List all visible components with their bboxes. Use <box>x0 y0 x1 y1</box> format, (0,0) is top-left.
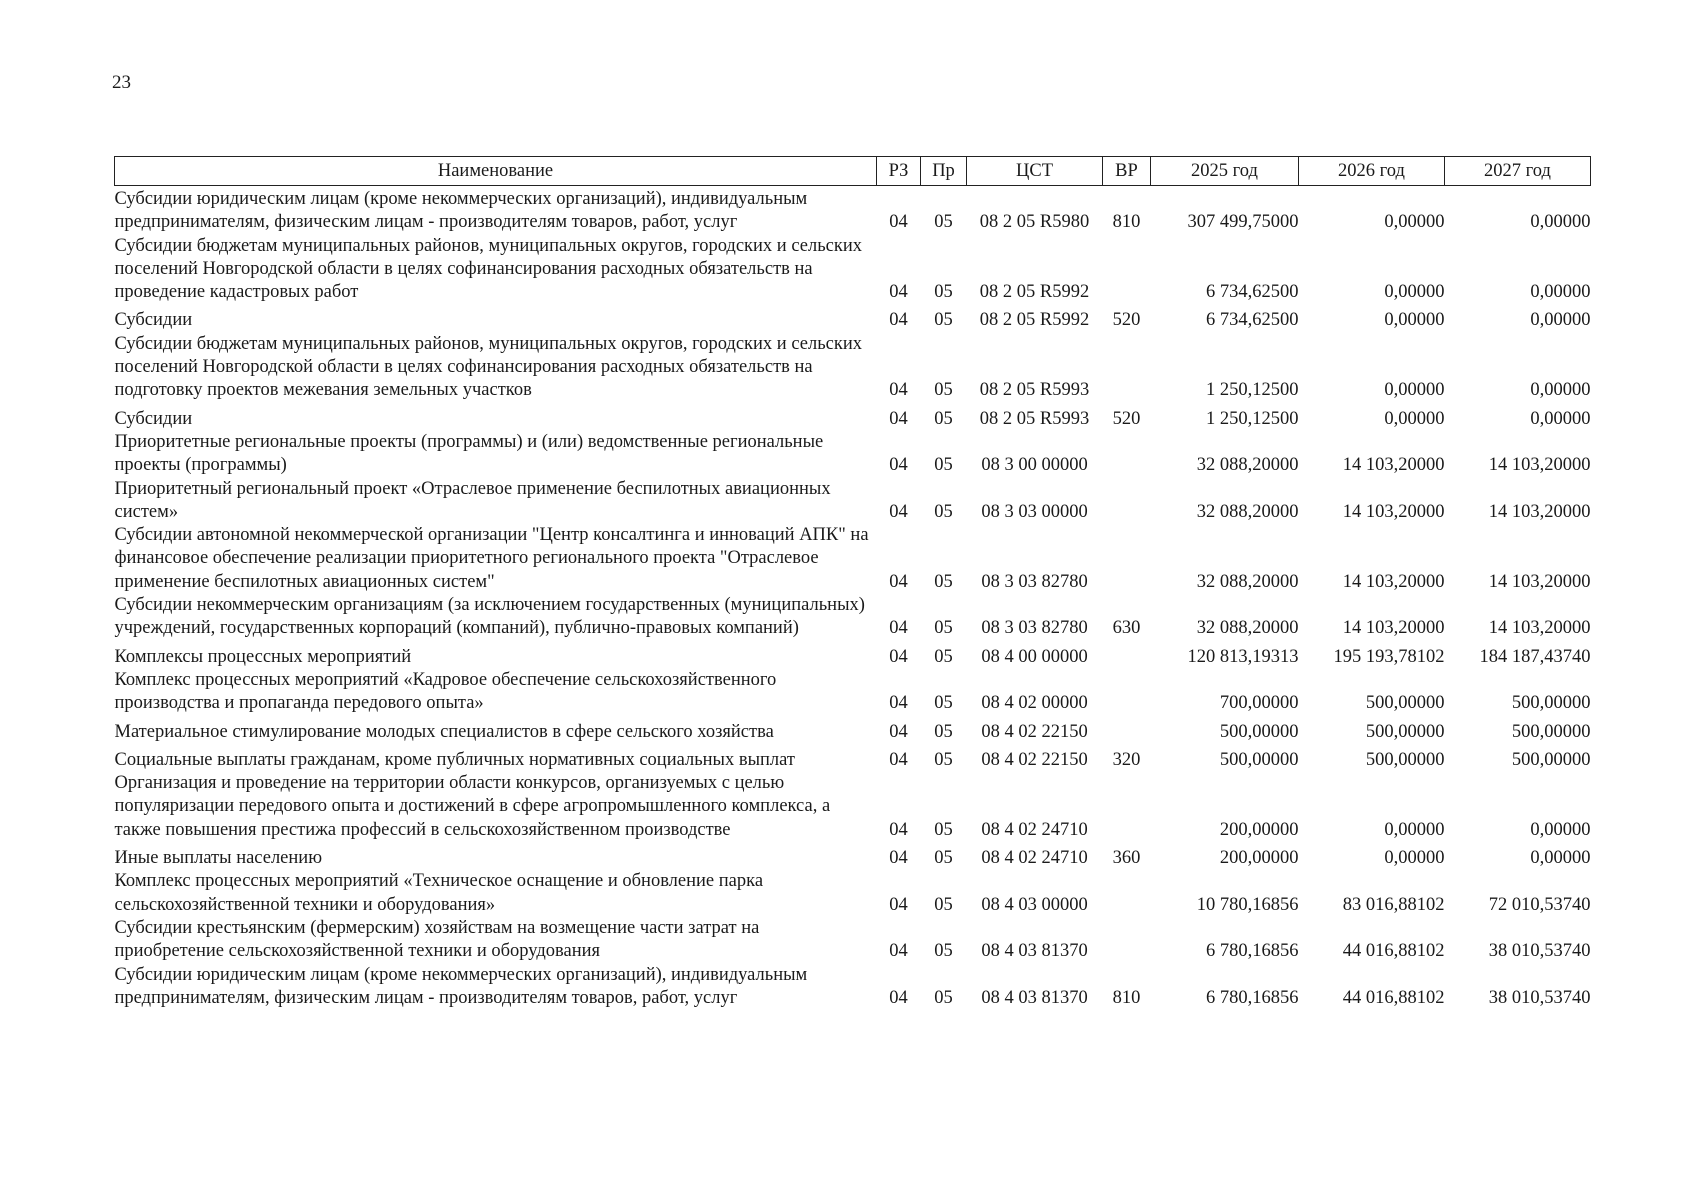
row-2025: 6 734,62500 <box>1206 310 1299 331</box>
row-2027: 0,00000 <box>1530 212 1591 233</box>
row-cst: 08 4 03 00000 <box>981 894 1088 915</box>
row-2025: 1 250,12500 <box>1206 380 1299 401</box>
row-2027: 72 010,53740 <box>1488 894 1591 915</box>
table-row <box>115 964 1591 1011</box>
header-rz: РЗ <box>877 157 921 186</box>
row-rz: 04 <box>889 819 908 840</box>
row-2027: 500,00000 <box>1511 721 1591 742</box>
row-rz: 04 <box>889 941 908 962</box>
row-pr: 05 <box>934 987 953 1008</box>
table-row <box>115 304 1591 332</box>
row-vr <box>1103 333 1151 403</box>
row-2025: 1 250,12500 <box>1206 408 1299 429</box>
row-vr <box>1103 431 1151 478</box>
row-vr: 360 <box>1112 848 1141 869</box>
row-2025: 500,00000 <box>1219 721 1299 742</box>
row-rz: 04 <box>889 894 908 915</box>
row-rz: 04 <box>889 408 908 429</box>
row-2026: 14 103,20000 <box>1342 618 1445 639</box>
row-name: Приоритетные региональные проекты (программы) и (или) ведомственные региональные проекты (программы) <box>114 431 824 476</box>
row-rz: 04 <box>889 646 908 667</box>
row-2027: 0,00000 <box>1530 819 1591 840</box>
row-rz: 04 <box>889 310 908 331</box>
header-vr: ВР <box>1103 157 1151 186</box>
row-pr: 05 <box>934 693 953 714</box>
row-name: Субсидии крестьянским (фермерским) хозяйствам на возмещение части затрат на приобретение сельскохозяйственной техники и оборудования <box>114 917 760 962</box>
row-rz: 04 <box>889 455 908 476</box>
page-number: 23 <box>112 72 131 93</box>
row-vr: 520 <box>1112 408 1141 429</box>
row-2025: 32 088,20000 <box>1196 455 1299 476</box>
row-2027: 0,00000 <box>1530 848 1591 869</box>
row-pr: 05 <box>934 618 953 639</box>
row-vr <box>1103 641 1151 669</box>
row-2027: 500,00000 <box>1511 693 1591 714</box>
row-name: Материальное стимулирование молодых специалистов в сфере сельского хозяйства <box>114 721 774 742</box>
row-2027: 38 010,53740 <box>1488 987 1591 1008</box>
row-2027: 500,00000 <box>1511 749 1591 770</box>
row-2026: 500,00000 <box>1365 749 1445 770</box>
row-2025: 6 734,62500 <box>1206 282 1299 303</box>
row-name: Субсидии юридическим лицам (кроме некоммерческих организаций), индивидуальным предпринимателям, физическим лицам - производителям товаров, работ, услуг <box>114 189 808 233</box>
table-row <box>115 403 1591 431</box>
row-name: Субсидии бюджетам муниципальных районов, муниципальных округов, городских и сельских поселений Новгородской области в целях софинансирования расходных обязательств на подготовку проектов межевания земельных участков <box>114 333 862 401</box>
row-vr <box>1103 478 1151 525</box>
row-2026: 0,00000 <box>1384 408 1445 429</box>
row-2027: 14 103,20000 <box>1488 571 1591 592</box>
row-pr: 05 <box>934 894 953 915</box>
row-2026: 0,00000 <box>1384 380 1445 401</box>
row-2025: 200,00000 <box>1219 819 1299 840</box>
row-2026: 44 016,88102 <box>1342 987 1445 1008</box>
row-vr: 320 <box>1112 749 1141 770</box>
row-vr <box>1103 235 1151 305</box>
row-2025: 32 088,20000 <box>1196 501 1299 522</box>
row-name: Субсидии автономной некоммерческой организации "Центр консалтинга и инноваций АПК" на финансовое обеспечение реализации приоритетного регионального проекта "Отраслевое применение беспилотных авиационных систем" <box>114 525 869 592</box>
row-2027: 0,00000 <box>1530 380 1591 401</box>
row-name: Комплекс процессных мероприятий «Техническое оснащение и обновление парка сельскохозяйственной техники и оборудования» <box>114 871 764 915</box>
row-pr: 05 <box>934 848 953 869</box>
row-vr <box>1103 524 1151 594</box>
header-cst: ЦСТ <box>967 157 1103 186</box>
row-2025: 200,00000 <box>1219 848 1299 869</box>
row-name: Субсидии юридическим лицам (кроме некоммерческих организаций), индивидуальным предпринимателям, физическим лицам - производителям товаров, работ, услуг <box>114 964 808 1008</box>
row-name: Комплекс процессных мероприятий «Кадровое обеспечение сельскохозяйственного производства и пропаганда передового опыта» <box>114 669 777 714</box>
row-vr <box>1103 917 1151 964</box>
row-rz: 04 <box>889 693 908 714</box>
row-2026: 44 016,88102 <box>1342 941 1445 962</box>
row-cst: 08 3 03 82780 <box>981 571 1088 592</box>
row-2026: 0,00000 <box>1384 848 1445 869</box>
row-pr: 05 <box>934 310 953 331</box>
row-pr: 05 <box>934 282 953 303</box>
table-row <box>115 870 1591 917</box>
row-name: Организация и проведение на территории области конкурсов, организуемых с целью популяризации передового опыта и достижений в сфере агропромышленного комплекса, а также повышения престижа профессий в сельскохозяйственном производстве <box>114 773 831 840</box>
row-cst: 08 4 02 22150 <box>981 721 1088 742</box>
row-pr: 05 <box>934 819 953 840</box>
row-pr: 05 <box>934 721 953 742</box>
row-cst: 08 4 03 81370 <box>981 987 1088 1008</box>
row-pr: 05 <box>934 212 953 233</box>
row-pr: 05 <box>934 380 953 401</box>
row-cst: 08 2 05 R5980 <box>979 212 1090 233</box>
table-row <box>115 431 1591 478</box>
row-name: Субсидии некоммерческим организациям (за исключением государственных (муниципальных) учреждений, государственных корпораций (компаний), публично-правовых компаний) <box>114 595 865 639</box>
row-2025: 700,00000 <box>1219 693 1299 714</box>
row-2026: 500,00000 <box>1365 721 1445 742</box>
table-body <box>115 186 1591 1011</box>
table-row <box>115 842 1591 870</box>
row-cst: 08 4 02 24710 <box>981 848 1088 869</box>
row-2027: 0,00000 <box>1530 310 1591 331</box>
row-rz: 04 <box>889 721 908 742</box>
table-row <box>115 772 1591 842</box>
row-name: Социальные выплаты гражданам, кроме публичных нормативных социальных выплат <box>114 749 795 770</box>
table-row <box>115 744 1591 772</box>
row-rz: 04 <box>889 618 908 639</box>
table-row <box>115 917 1591 964</box>
row-cst: 08 3 00 00000 <box>981 455 1088 476</box>
row-vr: 810 <box>1112 987 1141 1008</box>
table-row <box>115 594 1591 641</box>
row-2026: 195 193,78102 <box>1333 646 1445 667</box>
row-vr: 810 <box>1112 212 1141 233</box>
row-2025: 10 780,16856 <box>1196 894 1299 915</box>
row-rz: 04 <box>889 571 908 592</box>
row-pr: 05 <box>934 501 953 522</box>
row-2025: 32 088,20000 <box>1196 571 1299 592</box>
row-2027: 14 103,20000 <box>1488 618 1591 639</box>
row-pr: 05 <box>934 455 953 476</box>
row-rz: 04 <box>889 212 908 233</box>
row-2027: 184 187,43740 <box>1479 646 1591 667</box>
row-name: Иные выплаты населению <box>114 848 323 869</box>
row-pr: 05 <box>934 408 953 429</box>
row-2027: 0,00000 <box>1530 282 1591 303</box>
row-rz: 04 <box>889 380 908 401</box>
table-row <box>115 186 1591 235</box>
header-2027: 2027 год <box>1445 157 1591 186</box>
budget-table <box>114 156 1591 1010</box>
row-cst: 08 2 05 R5993 <box>979 408 1090 429</box>
row-2026: 0,00000 <box>1384 819 1445 840</box>
row-rz: 04 <box>889 282 908 303</box>
row-vr <box>1103 870 1151 917</box>
table-row <box>115 524 1591 594</box>
header-name: Наименование <box>115 157 877 186</box>
row-cst: 08 2 05 R5992 <box>979 310 1090 331</box>
row-name: Субсидии <box>114 310 193 331</box>
row-pr: 05 <box>934 749 953 770</box>
row-2027: 38 010,53740 <box>1488 941 1591 962</box>
row-name: Субсидии <box>114 408 193 429</box>
row-2026: 14 103,20000 <box>1342 455 1445 476</box>
row-2025: 500,00000 <box>1219 749 1299 770</box>
table-row <box>115 235 1591 305</box>
row-2027: 14 103,20000 <box>1488 501 1591 522</box>
table-row <box>115 478 1591 525</box>
row-vr: 630 <box>1112 618 1141 639</box>
row-2026: 500,00000 <box>1365 693 1445 714</box>
row-cst: 08 4 02 22150 <box>981 749 1088 770</box>
row-vr <box>1103 772 1151 842</box>
row-2026: 14 103,20000 <box>1342 501 1445 522</box>
row-cst: 08 4 03 81370 <box>981 941 1088 962</box>
row-pr: 05 <box>934 941 953 962</box>
table-row <box>115 669 1591 716</box>
row-2026: 0,00000 <box>1384 310 1445 331</box>
row-2025: 307 499,75000 <box>1187 212 1299 233</box>
row-2026: 14 103,20000 <box>1342 571 1445 592</box>
table-row <box>115 333 1591 403</box>
row-cst: 08 3 03 82780 <box>981 618 1088 639</box>
table-header-row <box>115 157 1591 186</box>
row-rz: 04 <box>889 987 908 1008</box>
row-2027: 14 103,20000 <box>1488 455 1591 476</box>
row-2025: 120 813,19313 <box>1187 646 1299 667</box>
header-2026: 2026 год <box>1299 157 1445 186</box>
row-2025: 32 088,20000 <box>1196 618 1299 639</box>
table-row <box>115 716 1591 744</box>
row-rz: 04 <box>889 749 908 770</box>
row-2027: 0,00000 <box>1530 408 1591 429</box>
row-rz: 04 <box>889 848 908 869</box>
row-2026: 0,00000 <box>1384 282 1445 303</box>
row-2025: 6 780,16856 <box>1206 987 1299 1008</box>
row-cst: 08 3 03 00000 <box>981 501 1088 522</box>
row-cst: 08 4 02 00000 <box>981 693 1088 714</box>
row-rz: 04 <box>889 501 908 522</box>
row-cst: 08 2 05 R5992 <box>979 282 1090 303</box>
row-pr: 05 <box>934 646 953 667</box>
table-row <box>115 641 1591 669</box>
row-vr: 520 <box>1112 310 1141 331</box>
row-name: Приоритетный региональный проект «Отраслевое применение беспилотных авиационных систем» <box>114 478 831 522</box>
row-vr <box>1103 669 1151 716</box>
header-2025: 2025 год <box>1151 157 1299 186</box>
row-2025: 6 780,16856 <box>1206 941 1299 962</box>
row-name: Субсидии бюджетам муниципальных районов, муниципальных округов, городских и сельских поселений Новгородской области в целях софинансирования расходных обязательств на проведение кадастровых работ <box>114 235 862 303</box>
row-cst: 08 2 05 R5993 <box>979 380 1090 401</box>
row-2026: 83 016,88102 <box>1342 894 1445 915</box>
row-cst: 08 4 02 24710 <box>981 819 1088 840</box>
row-vr <box>1103 716 1151 744</box>
row-pr: 05 <box>934 571 953 592</box>
row-name: Комплексы процессных мероприятий <box>114 646 412 667</box>
header-pr: Пр <box>921 157 967 186</box>
row-cst: 08 4 00 00000 <box>981 646 1088 667</box>
row-2026: 0,00000 <box>1384 212 1445 233</box>
